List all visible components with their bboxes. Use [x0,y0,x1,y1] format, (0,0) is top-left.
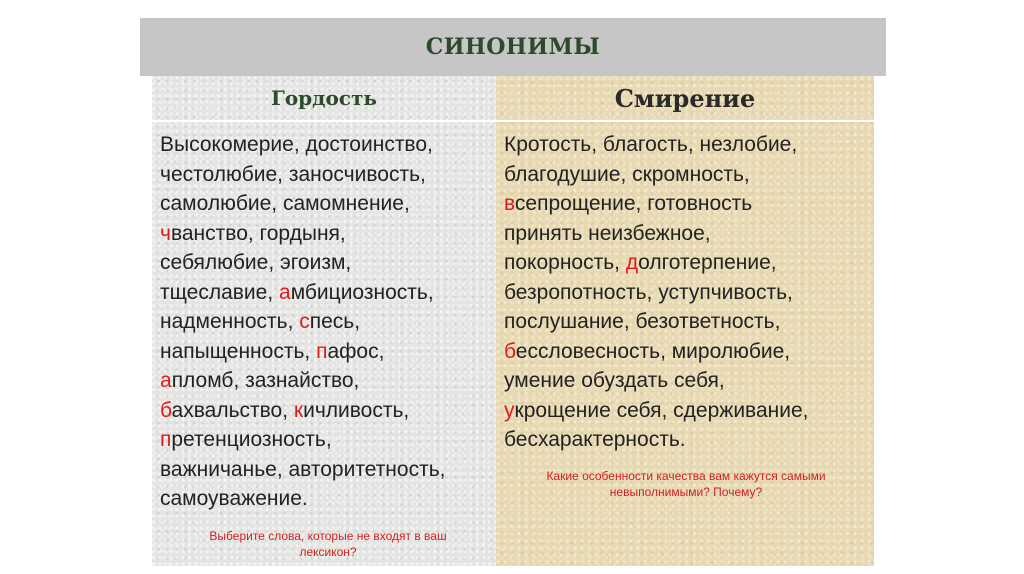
right-column [496,76,874,566]
highlighted-letter: в [504,192,515,215]
synonym-text: крощение себя, сдерживание, [514,398,809,422]
left-question-line: лексикон? [299,545,357,559]
highlighted-letter: п [316,339,328,363]
synonym-text: покорность, [504,251,626,274]
synonym-line [504,160,868,190]
synonym-line [160,307,490,337]
highlighted-letter: а [279,280,291,304]
synonym-line [160,484,490,514]
synonym-text: ичливость, [303,398,410,422]
synonym-line [504,307,868,337]
synonym-text: послушание, безответность, [504,310,781,333]
synonym-line [160,248,490,278]
synonym-text: умение обуздать себя, [504,369,725,392]
synonym-line [160,278,490,308]
page-title: СИНОНИМЫ [425,34,601,60]
synonym-line [504,366,868,396]
synonym-text: благодушие, скромность, [504,162,750,186]
synonym-line [504,278,868,308]
synonym-text: песь, [309,310,361,333]
right-synonyms-text [504,130,868,455]
highlighted-letter: к [293,398,304,422]
highlighted-letter: ч [160,221,171,245]
left-column-header [152,76,496,120]
synonym-text: Высокомерие, достоинство, [160,133,433,156]
synonym-line [160,455,490,485]
synonym-text: себялюбие, эгоизм, [160,251,352,274]
synonym-text: сепрощение, готовность [514,192,753,215]
synonym-text: ахвальство, [171,398,294,422]
synonym-text: ессловесность, миролюбие, [515,339,791,363]
synonym-line [160,130,490,160]
synonym-line [160,219,490,249]
title-bar [140,18,886,76]
synonym-text: ванство, гордыня, [170,221,346,245]
left-question-line: Выберите слова, которые не входят в ваш [209,529,447,543]
synonym-text: честолюбие, заносчивость, [160,162,426,186]
right-column-header [496,76,874,120]
right-question [506,468,866,500]
synonym-line [504,189,868,219]
header-separator [496,120,874,122]
synonym-text: мбициозность, [290,280,434,304]
synonym-line [504,248,868,278]
synonym-line [504,396,868,426]
synonym-text: афос, [327,339,385,363]
synonym-text: бесхарактерность. [504,428,686,451]
synonyms-table [140,18,886,566]
left-column [152,76,496,566]
synonym-text: напыщенность, [160,339,317,363]
left-question [168,528,488,560]
synonym-line [504,425,868,455]
highlighted-letter: у [504,398,515,422]
synonym-line [504,337,868,367]
highlighted-letter: д [625,251,639,274]
synonym-text: принять неизбежное, [504,221,711,245]
synonym-text: ретенциозность, [171,428,332,451]
synonym-text: самолюбие, самомнение, [160,192,410,215]
synonym-line [504,219,868,249]
synonym-text: безропотность, уступчивость, [504,280,793,304]
right-question-line: невыполнимыми? Почему? [609,485,763,499]
highlighted-letter: а [160,369,172,392]
synonym-line [160,189,490,219]
synonym-line [160,425,490,455]
synonym-line [160,337,490,367]
synonym-line [160,366,490,396]
highlighted-letter: б [160,398,172,422]
highlighted-letter: б [504,339,516,363]
highlighted-letter: п [160,428,172,451]
synonym-text: важничанье, авторитетность, [160,457,446,481]
right-column-heading: Смирение [614,83,756,113]
left-column-heading: Гордость [271,86,377,110]
synonym-text: самоуважение. [160,487,308,510]
synonym-line [504,130,868,160]
synonym-text: тщеславие, [160,280,280,304]
left-synonyms-text [160,130,490,514]
synonym-line [160,160,490,190]
right-question-line: Какие особенности качества вам кажутся самыми [546,469,826,483]
synonym-text: олготерпение, [638,251,777,274]
synonym-text: пломб, зазнайство, [171,369,360,392]
synonym-text: надменность, [160,310,300,333]
header-separator [152,120,496,122]
synonym-line [160,396,490,426]
highlighted-letter: с [299,310,310,333]
synonym-text: Кротость, благость, незлобие, [504,133,798,156]
